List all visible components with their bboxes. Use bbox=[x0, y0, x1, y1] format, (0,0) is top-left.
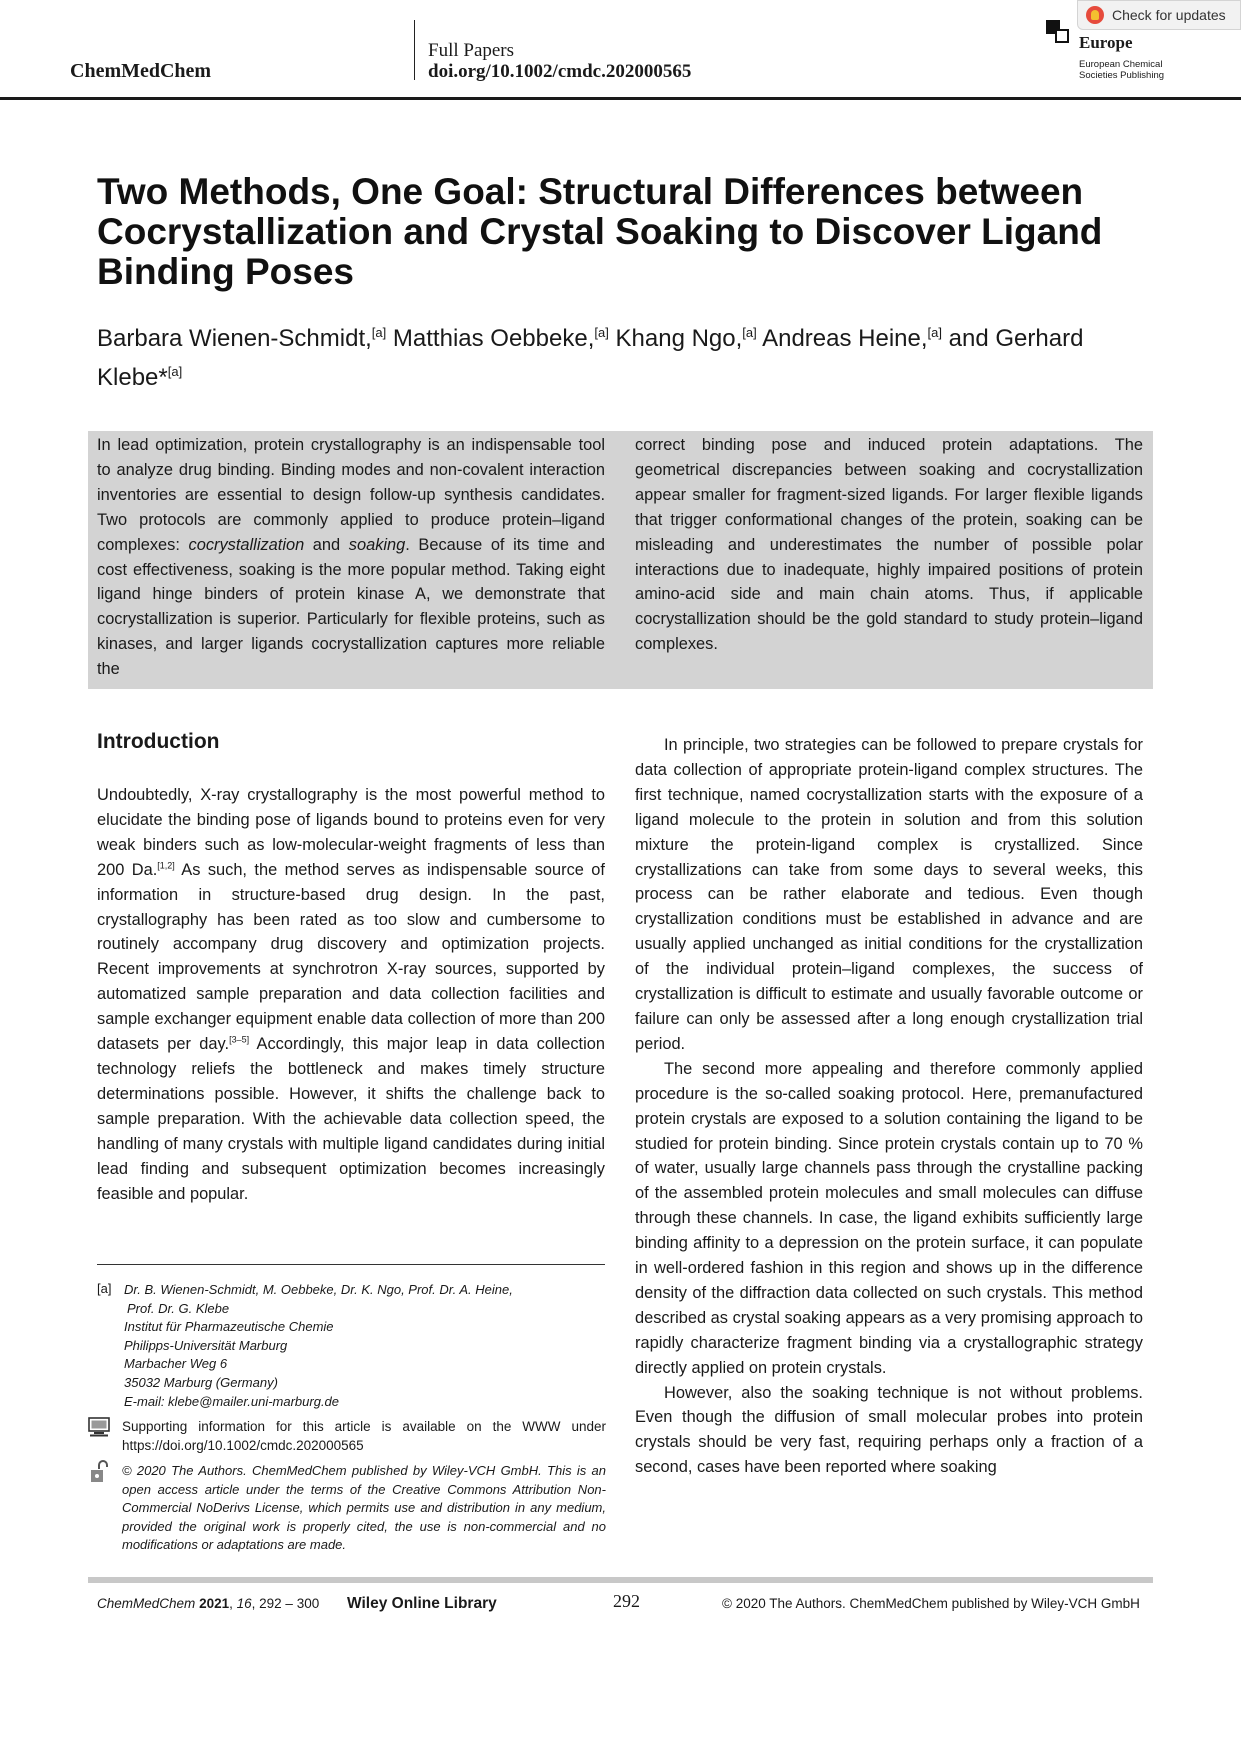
reference-citation[interactable]: [3–5] bbox=[229, 1034, 250, 1045]
supporting-information-note: Supporting information for this article is available on the WWW under https://doi.org/10.1002/cmdc.202000565 bbox=[122, 1419, 606, 1453]
footer-volume: 16 bbox=[236, 1596, 252, 1611]
header-rule bbox=[0, 97, 1241, 100]
affiliation-label: [a] bbox=[97, 1281, 112, 1296]
computer-icon bbox=[88, 1417, 110, 1437]
wiley-online-library-link[interactable]: Wiley Online Library bbox=[347, 1595, 497, 1612]
footer-copyright: © 2020 The Authors. ChemMedChem published by Wiley-VCH GmbH bbox=[722, 1596, 1140, 1611]
author-name: Khang Ngo, bbox=[608, 325, 743, 352]
logo-name: Europe bbox=[1079, 33, 1133, 52]
affiliation-block bbox=[124, 1281, 513, 1411]
page-number: 292 bbox=[613, 1591, 640, 1611]
affiliation-line: Institut für Pharmazeutische Chemie bbox=[124, 1319, 334, 1335]
article-title: Two Methods, One Goal: Structural Differences between Cocrystallization and Crystal Soaking to Discover Ligand Binding Poses bbox=[97, 171, 1103, 292]
author-affiliation-mark: [a] bbox=[742, 325, 757, 340]
affiliation-line: 35032 Marburg (Germany) bbox=[124, 1374, 278, 1390]
body-paragraph: In principle, two strategies can be followed to prepare crystals for data collection of appropriate protein-ligand complex structures. The first technique, named cocrystallization starts with the exposure of a ligand molecule to the protein in solution and from this solution mixture the protein-ligand complex is crystallized. Since crystallizations can take from some days to several weeks, this process can be rather elaborate and tedious. Even though crystallization conditions must be established in advance and are usually applied unchanged as initial conditions for the crystallization of the individual protein–ligand complexes, the success of crystallization is difficult to estimate and usually favorable outcome or failure can only be assessed after a long enough crystallization trial period. bbox=[635, 736, 1143, 1053]
footer-rule bbox=[88, 1577, 1153, 1583]
check-for-updates-label: Check for updates bbox=[1112, 7, 1226, 23]
abstract-text: . Because of its time and cost effectiveness, soaking is the more popular method. Taking eight ligand hinge binders of protein kinase A, we demonstrate that cocrystallization is superior. Particularly for flexible proteins, such as kinases, and larger ligands cocrystallization captures more reliable the bbox=[97, 535, 606, 679]
reference-citation[interactable]: [1,2] bbox=[157, 860, 175, 871]
footnote-rule bbox=[97, 1264, 605, 1265]
footer-citation: ChemMedChem 2021, 16, 292 – 300 bbox=[97, 1596, 320, 1611]
abstract-text: and bbox=[304, 535, 349, 554]
body-paragraph bbox=[97, 783, 605, 1206]
intro-right-column bbox=[635, 733, 1143, 1480]
section-heading-introduction: Introduction bbox=[97, 730, 220, 753]
author-name: Matthias Oebbeke, bbox=[386, 325, 595, 352]
license-note: © 2020 The Authors. ChemMedChem published by Wiley-VCH GmbH. This is an open access article under the terms of the Creative Commons Attribution Non-Commercial NoDerivs License, which permits use and distribution in any medium, provided the original work is properly cited, the use is non-commercial and no modifications or adaptations are made. bbox=[122, 1463, 606, 1553]
abstract-text: In lead optimization, protein crystallography is an indispensable tool to analyze drug binding. Binding modes and non-covalent interaction inventories are essential to design follow-up synthesis candidates. Two protocols are commonly applied to produce protein–ligand complexes: bbox=[97, 436, 605, 554]
body-text: As such, the method serves as indispensable source of information in structure-based drug design. In the past, crystallography has been rated as too slow and cumbersome to routinely accompany drug discovery and optimization projects. Recent improvements at synchrotron X-ray sources, supported by automatized sample preparation and data collection facilities and sample exchanger equipment enable data collection of more than 200 datasets per day. bbox=[97, 860, 605, 1054]
body-paragraph: However, also the soaking technique is not without problems. Even though the diffusion of small molecular probes into protein crystals should be very fast, requiring perhaps only a fraction of a second, cases have been reported where soaking bbox=[635, 1383, 1143, 1477]
author-affiliation-mark: [a] bbox=[167, 364, 183, 379]
body-text: Undoubtedly, X-ray crystallography is the most powerful method to elucidate the binding pose of ligands bound to proteins even for very weak binders such as low-molecular-weight fragments of less than 200 Da. bbox=[97, 786, 605, 879]
affiliation-line: Dr. B. Wienen-Schmidt, M. Oebbeke, Dr. K. Ngo, Prof. Dr. A. Heine, bbox=[124, 1282, 513, 1297]
doi-link[interactable]: doi.org/10.1002/cmdc.202000565 bbox=[428, 61, 692, 82]
affiliation-line: Prof. Dr. G. Klebe bbox=[127, 1300, 230, 1316]
journal-name: ChemMedChem bbox=[70, 60, 212, 82]
logo-subtitle-1: European Chemical bbox=[1079, 59, 1163, 70]
body-paragraph: The second more appealing and therefore commonly applied procedure is the so-called soaking protocol. Here, premanufactured protein crystals are exposed to a solution containing the ligand to be studied for protein binding. Since protein crystals contain up to 70 % of water, usually large channels pass through the crystalline packing of the assembled protein molecules and small molecules can diffuse through these channels. In case, the ligand exhibits sufficiently large binding affinity to a depression on the protein surface, it can populate in well-ordered fashion in this region and shows up in the difference density of the diffraction data collected on such crystals. This method described as crystal soaking appears as a very promising approach to rapidly characterize fragment binding via a crystallographic strategy directly applied on protein crystals. bbox=[635, 1059, 1143, 1377]
logo-subtitle-2: Societies Publishing bbox=[1079, 70, 1165, 81]
intro-left-column bbox=[97, 783, 605, 1206]
section-label: Full Papers bbox=[428, 40, 515, 61]
author-affiliation-mark: [a] bbox=[371, 325, 387, 340]
abstract-emphasis: soaking bbox=[348, 535, 406, 554]
body-text: Accordingly, this major leap in data collection technology reliefs the bottleneck and makes timely structure determinations possible. However, it shifts the challenge back to sample preparation. With the achievable data collection speed, the handling of many crystals with multiple ligand candidates during initial lead finding and subsequent optimization becomes increasingly feasible and popular. bbox=[97, 1035, 605, 1203]
check-for-updates-button[interactable] bbox=[1077, 0, 1241, 30]
footer-journal: ChemMedChem bbox=[97, 1596, 196, 1611]
author-name: Barbara Wienen-Schmidt, bbox=[97, 325, 372, 352]
author-affiliation-mark: [a] bbox=[594, 325, 609, 340]
author-list bbox=[97, 316, 1137, 394]
affiliation-email[interactable]: E-mail: klebe@mailer.uni-marburg.de bbox=[124, 1393, 340, 1409]
abstract-emphasis: cocrystallization bbox=[188, 535, 305, 554]
author-name: Andreas Heine, bbox=[756, 325, 928, 352]
open-access-lock-icon bbox=[90, 1460, 110, 1484]
affiliation-line: Marbacher Weg 6 bbox=[124, 1356, 228, 1372]
header-divider bbox=[414, 20, 415, 80]
footer-pages: , 292 – 300 bbox=[251, 1596, 320, 1611]
abstract-left-column bbox=[97, 433, 605, 682]
logo-mark-icon bbox=[1046, 20, 1070, 44]
author-name: and Gerhard Klebe* bbox=[97, 325, 1084, 391]
affiliation-line: Philipps-Universität Marburg bbox=[124, 1337, 288, 1353]
footer-year: 2021 bbox=[199, 1596, 230, 1611]
abstract-right-column: correct binding pose and induced protein adaptations. The geometrical discrepancies between soaking and cocrystallization appear smaller for fragment-sized ligands. For larger flexible ligands that trigger conformational changes of the protein, soaking can be misleading and underestimates the number of possible polar interactions due to inadequate, highly impaired positions of protein amino-acid side and main chain atoms. Thus, if applicable cocrystallization should be the gold standard to study protein–ligand complexes. bbox=[635, 436, 1143, 654]
author-affiliation-mark: [a] bbox=[927, 325, 942, 340]
crossmark-icon bbox=[1086, 6, 1104, 24]
